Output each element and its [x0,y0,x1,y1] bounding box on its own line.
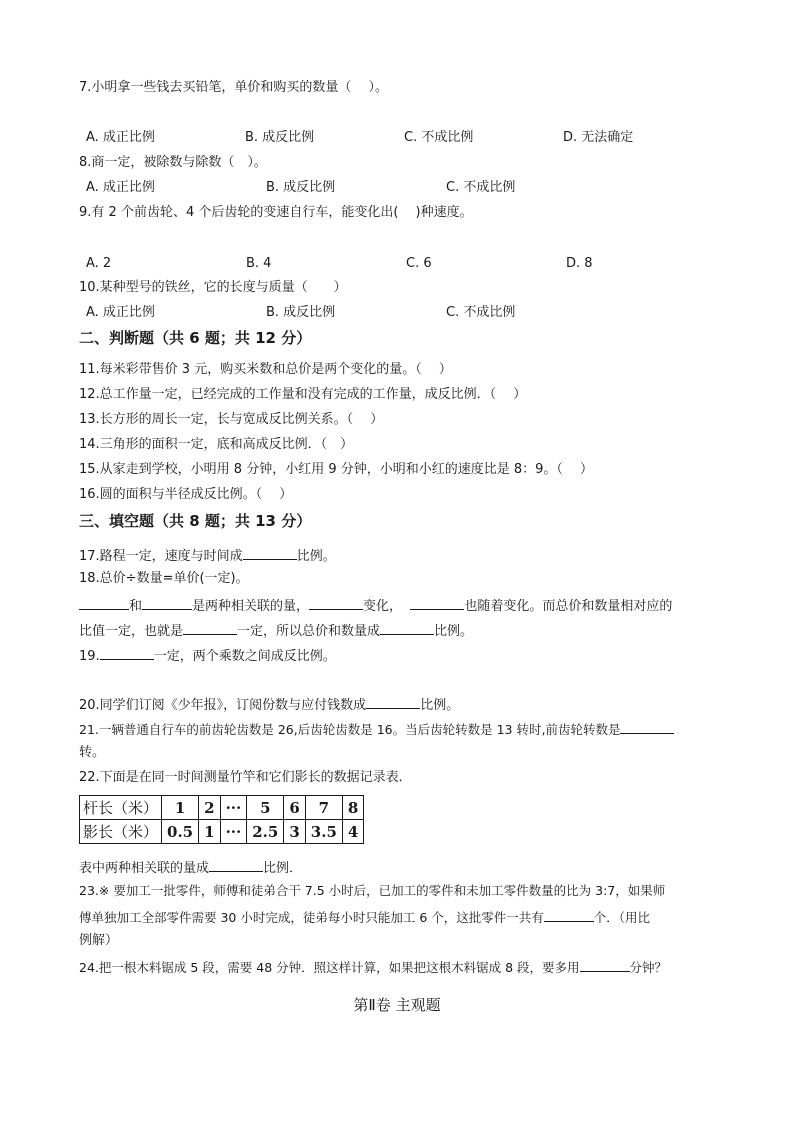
question-13: 13.长方形的周长一定，长与宽成反比例关系。（ ） [79,412,384,427]
q17-text-end: 比例。 [296,549,336,564]
q21-text: 21.一辆普通自行车的前齿轮齿数是 26,后齿轮齿数是 16。当后齿轮转数是 13 转时,前齿轮转数是 [79,722,621,737]
question-9: 9.有 2 个前齿轮、4 个后齿轮的变速自行车，能变化出( )种速度。 [79,205,473,220]
question-16: 16.圆的面积与半径成反比例。（ ） [79,487,293,502]
question-22-answer [79,857,302,878]
question-18-line-1: 18.总价÷数量=单价(一定)。 [79,571,249,586]
q18-text: 比值一定，也就是 [79,624,184,639]
q7-option-d[interactable]: D. 无法确定 [563,130,634,145]
question-24 [79,957,667,977]
table-cell: 7 [305,796,342,820]
table-header: 影长（米） [80,820,162,844]
q19-text: 19. [79,649,100,664]
q8-option-b[interactable]: B. 成反比例 [266,180,336,195]
q9-option-d[interactable]: D. 8 [566,256,593,271]
answer-blank[interactable] [100,645,154,660]
table-header: 杆长（米） [80,796,162,820]
q7-option-a[interactable]: A. 成正比例 [86,130,155,145]
answer-blank[interactable] [243,545,297,560]
q24-text: 分钟？ [629,960,668,975]
answer-blank[interactable] [366,694,420,709]
q18-text: 一定，所以总价和数量成 [237,624,381,639]
q20-text: 比例。 [420,698,460,713]
question-18-line-2 [79,595,672,616]
q8-option-c[interactable]: C. 不成比例 [446,180,516,195]
q7-option-c[interactable]: C. 不成比例 [404,130,474,145]
q22-text: 表中两种相关联的量成 [79,861,210,876]
question-10: 10.某种型号的铁丝，它的长度与质量（ ） [79,280,347,295]
q18-text: 和 [129,599,143,614]
answer-blank[interactable] [544,907,594,922]
table-cell: 1 [162,796,199,820]
table-cell: ··· [220,820,247,844]
answer-blank[interactable] [209,857,263,872]
question-21 [79,719,674,739]
q20-text: 20.同学们订阅《少年报》，订阅份数与应付钱数成 [79,698,367,713]
question-19 [79,645,336,666]
q18-text: 比例。 [434,624,474,639]
question-11: 11.每米彩带售价 3 元，购买米数和总价是两个变化的量。（ ） [79,362,452,377]
q19-text: 一定，两个乘数之间成反比例。 [153,649,336,664]
answer-blank[interactable] [142,595,192,610]
q18-text: 也随着变化。而总价和数量相对应的 [464,599,673,614]
answer-blank[interactable] [410,595,464,610]
q10-option-c[interactable]: C. 不成比例 [446,305,516,320]
table-cell: 3 [284,820,305,844]
table-cell: 8 [342,796,363,820]
question-12: 12.总工作量一定，已经完成的工作量和没有完成的工作量，成反比例．（ ） [79,387,527,402]
q8-option-a[interactable]: A. 成正比例 [86,180,155,195]
table-cell: 4 [342,820,363,844]
q9-option-b[interactable]: B. 4 [246,256,272,271]
question-7: 7.小明拿一些钱去买铅笔，单价和购买的数量（ ）。 [79,80,389,95]
q17-text: 17.路程一定，速度与时间成 [79,549,243,564]
q24-text: 24.把一根木料锯成 5 段，需要 48 分钟．照这样计算，如果把这根木料锯成 8 段，要多用 [79,960,580,975]
question-20 [79,694,459,715]
table-cell: ··· [220,796,247,820]
answer-blank[interactable] [309,595,363,610]
question-23-line-2 [79,907,650,927]
q18-text: 是两种相关联的量， [192,599,310,614]
q9-option-c[interactable]: C. 6 [406,256,432,271]
question-23-line-1: 23.※ 要加工一批零件，师傅和徒弟合干 7.5 小时后，已加工的零件和未加工零件数量的比为 3:7，如果师 [79,883,666,898]
table-row [80,796,364,820]
table-cell: 6 [284,796,305,820]
answer-blank[interactable] [183,620,237,635]
question-21-end: 转。 [79,745,106,760]
table-cell: 1 [199,820,220,844]
table-cell: 5 [247,796,284,820]
part-2-title: 第Ⅱ卷 主观题 [353,996,441,1014]
question-17 [79,545,336,566]
section-2-heading: 二、判断题（共 6 题；共 12 分） [79,329,312,347]
answer-blank[interactable] [620,719,674,734]
table-cell: 3.5 [305,820,342,844]
answer-blank[interactable] [79,595,129,610]
answer-blank[interactable] [580,957,630,972]
q10-option-a[interactable]: A. 成正比例 [86,305,155,320]
question-23-line-3: 例解） [79,933,119,948]
question-18-line-3 [79,620,473,641]
table-row [80,820,364,844]
table-cell: 0.5 [162,820,199,844]
data-table [79,795,364,844]
question-15: 15.从家走到学校，小明用 8 分钟，小红用 9 分钟，小明和小红的速度比是 8：9。（ ） [79,462,594,477]
answer-blank[interactable] [380,620,434,635]
question-8: 8.商一定，被除数与除数（ ）。 [79,155,267,170]
q18-text: 变化， [363,599,403,614]
q22-text: 比例． [263,861,303,876]
q23-text: 傅单独加工全部零件需要 30 小时完成，徒弟每小时只能加工 6 个，这批零件一共有 [79,910,544,925]
q10-option-b[interactable]: B. 成反比例 [266,305,336,320]
question-22: 22.下面是在同一时间测量竹竿和它们影长的数据记录表． [79,770,412,785]
section-3-heading: 三、填空题（共 8 题；共 13 分） [79,512,312,530]
table-cell: 2.5 [247,820,284,844]
q23-text: 个．（用比 [593,910,651,925]
table-cell: 2 [199,796,220,820]
question-14: 14.三角形的面积一定，底和高成反比例．（ ） [79,437,354,452]
q7-option-b[interactable]: B. 成反比例 [245,130,315,145]
q9-option-a[interactable]: A. 2 [86,256,112,271]
